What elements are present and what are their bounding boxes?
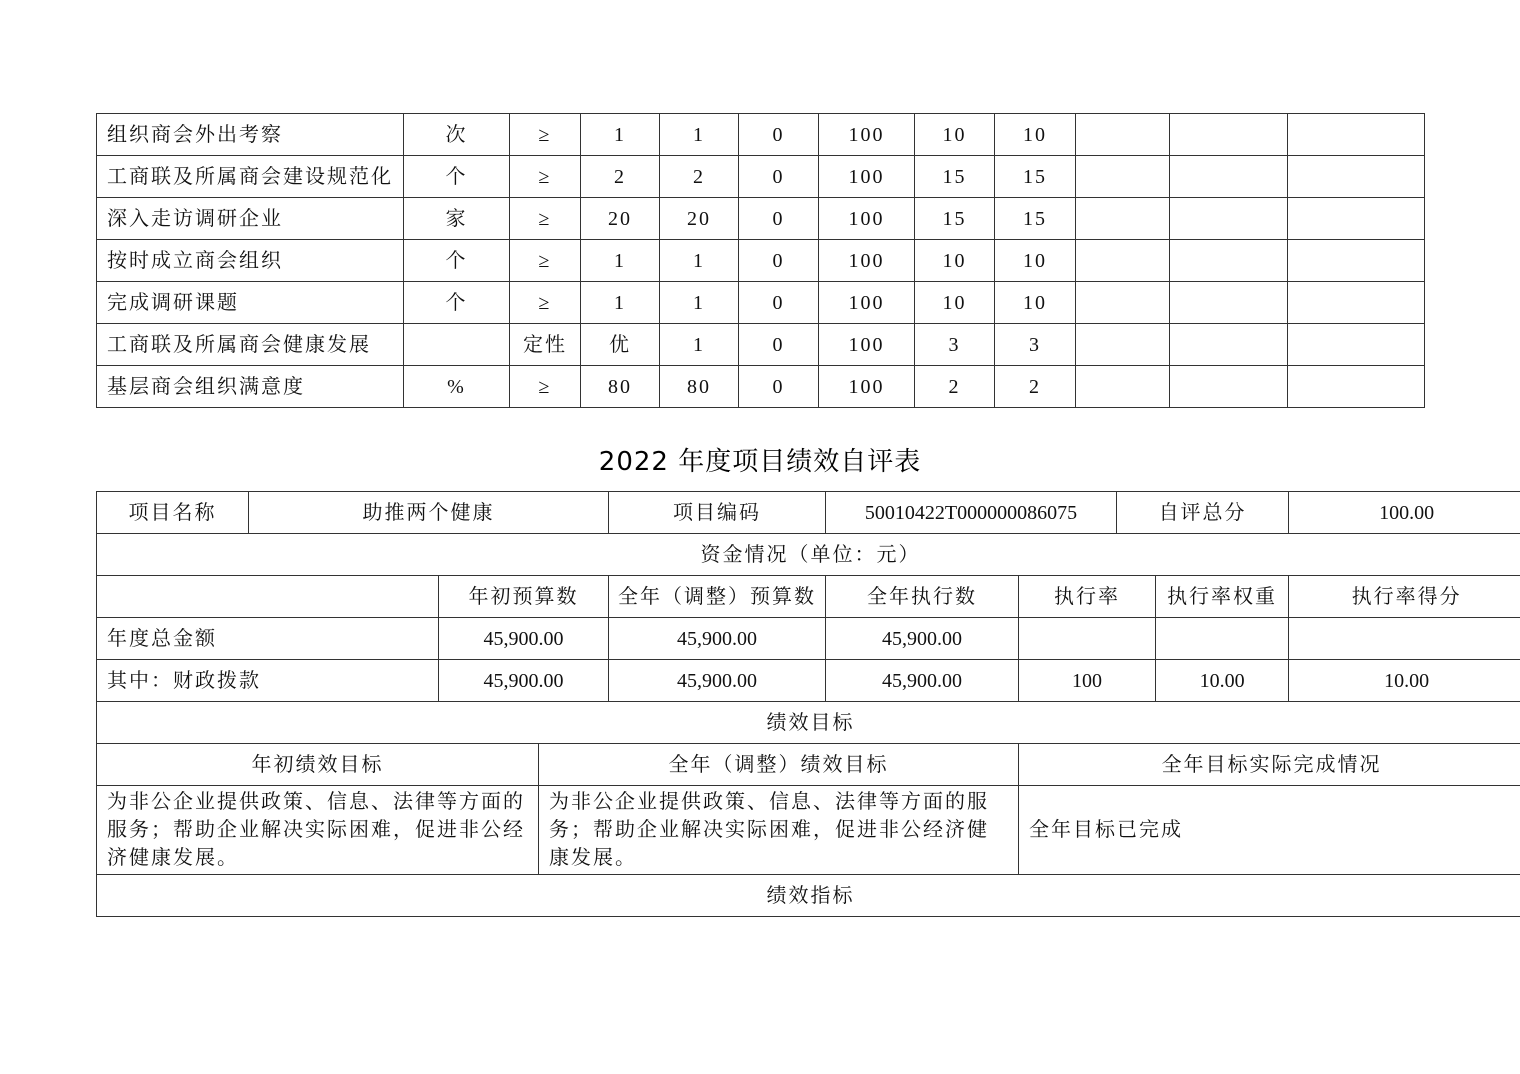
indicator-weight: 3 (915, 324, 995, 366)
indicator-actual: 20 (660, 198, 739, 240)
funds-adjusted-budget: 45,900.00 (609, 618, 826, 660)
funds-fiscal-row (97, 660, 1520, 702)
indicator-unit: 家 (404, 198, 510, 240)
funds-total-row (97, 618, 1520, 660)
indicator-deviation: 0 (739, 366, 819, 408)
indicator-operator: ≥ (510, 240, 581, 282)
indicator-extra-2 (1170, 324, 1288, 366)
indicator-extra-3 (1288, 114, 1425, 156)
indicator-extra-1 (1076, 156, 1170, 198)
indicator-row (97, 240, 1425, 282)
funds-row-label: 其中：财政拨款 (97, 660, 439, 702)
indicators-section-row (97, 875, 1520, 917)
page-title: 2022 年度项目绩效自评表 (598, 447, 922, 477)
indicator-extra-1 (1076, 198, 1170, 240)
indicator-score: 10 (995, 282, 1076, 324)
indicator-deviation: 0 (739, 240, 819, 282)
indicator-extra-1 (1076, 240, 1170, 282)
funds-executed: 45,900.00 (826, 660, 1019, 702)
funds-rate-score (1289, 618, 1520, 660)
indicator-extra-3 (1288, 282, 1425, 324)
indicator-unit: % (404, 366, 510, 408)
goals-header-initial: 年初绩效目标 (97, 744, 539, 786)
indicator-extra-3 (1288, 240, 1425, 282)
indicator-extra-2 (1170, 366, 1288, 408)
funds-rate (1019, 618, 1156, 660)
indicator-completion: 100 (819, 282, 915, 324)
indicator-deviation: 0 (739, 324, 819, 366)
indicator-operator: ≥ (510, 156, 581, 198)
indicator-row (97, 156, 1425, 198)
indicator-unit (404, 324, 510, 366)
indicator-actual: 1 (660, 282, 739, 324)
funds-header-rate: 执行率 (1019, 576, 1156, 618)
indicator-extra-1 (1076, 324, 1170, 366)
indicator-score: 15 (995, 198, 1076, 240)
indicator-extra-2 (1170, 240, 1288, 282)
indicator-score: 3 (995, 324, 1076, 366)
indicator-operator: ≥ (510, 114, 581, 156)
indicator-extra-2 (1170, 156, 1288, 198)
indicator-completion: 100 (819, 240, 915, 282)
funds-section-row (97, 534, 1520, 576)
indicator-row (97, 114, 1425, 156)
funds-rate: 100 (1019, 660, 1156, 702)
indicator-name: 组织商会外出考察 (97, 114, 404, 156)
indicator-row (97, 366, 1425, 408)
indicator-table-body (97, 114, 1425, 408)
indicator-weight: 15 (915, 156, 995, 198)
funds-header-row (97, 576, 1520, 618)
project-info-row (97, 492, 1520, 534)
funds-rate-weight: 10.00 (1156, 660, 1289, 702)
funds-rate-score: 10.00 (1289, 660, 1520, 702)
funds-initial-budget: 45,900.00 (439, 660, 609, 702)
indicator-extra-2 (1170, 114, 1288, 156)
self-evaluation-table (96, 491, 1520, 917)
indicator-extra-3 (1288, 366, 1425, 408)
project-code-value: 50010422T000000086075 (826, 492, 1117, 534)
indicator-score: 10 (995, 114, 1076, 156)
indicator-extra-3 (1288, 156, 1425, 198)
funds-header-rate-weight: 执行率权重 (1156, 576, 1289, 618)
goals-header-row (97, 744, 1520, 786)
project-name-value: 助推两个健康 (249, 492, 609, 534)
indicator-name: 完成调研课题 (97, 282, 404, 324)
indicator-weight: 10 (915, 114, 995, 156)
funds-header-rate-score: 执行率得分 (1289, 576, 1520, 618)
indicator-operator: ≥ (510, 282, 581, 324)
funds-executed: 45,900.00 (826, 618, 1019, 660)
project-name-label: 项目名称 (97, 492, 249, 534)
indicator-name: 按时成立商会组织 (97, 240, 404, 282)
indicator-completion: 100 (819, 324, 915, 366)
indicator-name: 工商联及所属商会健康发展 (97, 324, 404, 366)
goal-adjusted-text: 为非公企业提供政策、信息、法律等方面的服务；帮助企业解决实际困难，促进非公经济健康发展。 (539, 786, 1019, 875)
self-score-label: 自评总分 (1117, 492, 1289, 534)
goals-section-row (97, 702, 1520, 744)
goal-initial-text: 为非公企业提供政策、信息、法律等方面的服务；帮助企业解决实际困难，促进非公经济健康发展。 (97, 786, 539, 875)
funds-initial-budget: 45,900.00 (439, 618, 609, 660)
indicator-unit: 个 (404, 156, 510, 198)
indicator-weight: 10 (915, 240, 995, 282)
indicator-extra-1 (1076, 114, 1170, 156)
indicator-target: 2 (581, 156, 660, 198)
funds-header-initial-budget: 年初预算数 (439, 576, 609, 618)
indicator-target: 优 (581, 324, 660, 366)
indicator-extra-1 (1076, 366, 1170, 408)
indicator-extra-2 (1170, 282, 1288, 324)
indicator-weight: 15 (915, 198, 995, 240)
funds-row-label: 年度总金额 (97, 618, 439, 660)
indicator-actual: 1 (660, 240, 739, 282)
indicator-unit: 次 (404, 114, 510, 156)
indicator-completion: 100 (819, 366, 915, 408)
funds-header-blank (97, 576, 439, 618)
funds-rate-weight (1156, 618, 1289, 660)
indicator-weight: 10 (915, 282, 995, 324)
indicator-operator: 定性 (510, 324, 581, 366)
funds-adjusted-budget: 45,900.00 (609, 660, 826, 702)
indicator-name: 深入走访调研企业 (97, 198, 404, 240)
indicator-target: 1 (581, 114, 660, 156)
indicator-operator: ≥ (510, 198, 581, 240)
indicator-unit: 个 (404, 282, 510, 324)
goals-header-adjusted: 全年（调整）绩效目标 (539, 744, 1019, 786)
indicator-deviation: 0 (739, 114, 819, 156)
indicator-target: 1 (581, 282, 660, 324)
self-score-value: 100.00 (1289, 492, 1520, 534)
funds-header-executed: 全年执行数 (826, 576, 1019, 618)
indicator-actual: 1 (660, 324, 739, 366)
indicator-name: 基层商会组织满意度 (97, 366, 404, 408)
indicators-section-label: 绩效指标 (97, 875, 1520, 917)
goals-header-actual: 全年目标实际完成情况 (1019, 744, 1520, 786)
indicator-score: 15 (995, 156, 1076, 198)
indicator-target: 1 (581, 240, 660, 282)
indicator-extra-1 (1076, 282, 1170, 324)
goal-actual-text: 全年目标已完成 (1019, 786, 1520, 875)
indicator-deviation: 0 (739, 282, 819, 324)
indicator-weight: 2 (915, 366, 995, 408)
indicator-target: 20 (581, 198, 660, 240)
indicator-score: 10 (995, 240, 1076, 282)
indicator-deviation: 0 (739, 156, 819, 198)
indicator-completion: 100 (819, 156, 915, 198)
funds-section-label: 资金情况（单位：元） (97, 534, 1520, 576)
indicator-actual: 80 (660, 366, 739, 408)
indicator-score: 2 (995, 366, 1076, 408)
goals-content-row (97, 786, 1520, 875)
indicator-extra-3 (1288, 198, 1425, 240)
funds-header-adjusted-budget: 全年（调整）预算数 (609, 576, 826, 618)
indicator-completion: 100 (819, 198, 915, 240)
indicator-actual: 1 (660, 114, 739, 156)
indicator-unit: 个 (404, 240, 510, 282)
indicator-row (97, 198, 1425, 240)
indicator-deviation: 0 (739, 198, 819, 240)
project-code-label: 项目编码 (609, 492, 826, 534)
indicator-table (96, 113, 1425, 408)
indicator-completion: 100 (819, 114, 915, 156)
indicator-row (97, 282, 1425, 324)
indicator-extra-3 (1288, 324, 1425, 366)
indicator-extra-2 (1170, 198, 1288, 240)
indicator-name: 工商联及所属商会建设规范化 (97, 156, 404, 198)
indicator-target: 80 (581, 366, 660, 408)
goals-section-label: 绩效目标 (97, 702, 1520, 744)
indicator-row (97, 324, 1425, 366)
indicator-operator: ≥ (510, 366, 581, 408)
indicator-actual: 2 (660, 156, 739, 198)
